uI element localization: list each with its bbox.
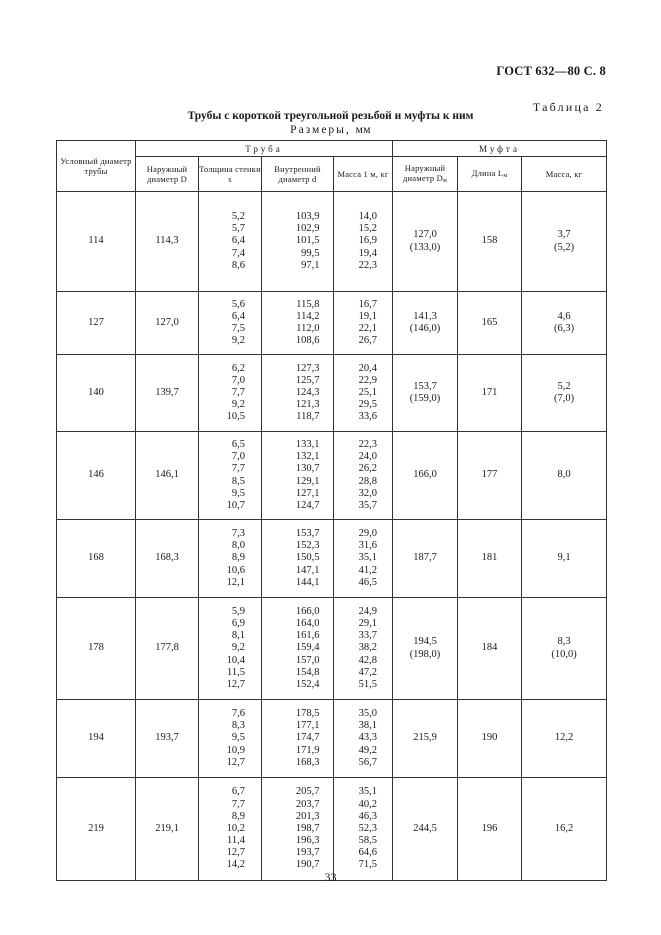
table-row (57, 192, 607, 292)
subtitle-text: Размеры, (290, 124, 351, 136)
cell-inner-diameter-value: 153,7 (295, 528, 320, 540)
cell-coupling-length: 177 (458, 432, 522, 520)
cell-wall-thickness-value: 10,9 (226, 744, 245, 756)
cell-mass-per-meter-value: 38,1 (358, 720, 377, 732)
cell-nominal-diameter: 168 (57, 520, 136, 598)
cell-mass-per-meter-value: 51,5 (358, 678, 377, 690)
document-header: ГОСТ 632—80 С. 8 (496, 64, 606, 78)
cell-inner-diameter-value: 125,7 (295, 374, 320, 386)
cell-coupling-mass-value: (7,0) (553, 393, 575, 404)
coupling-outer-subscript: м (442, 177, 447, 184)
cell-coupling-outer-diameter-value: (198,0) (409, 648, 441, 660)
cell-nominal-diameter: 114 (57, 192, 136, 292)
cell-wall-thickness (199, 432, 262, 520)
cell-inner-diameter-value: 133,1 (295, 438, 320, 450)
cell-wall-thickness-value: 5,9 (231, 605, 245, 617)
cell-coupling-outer-diameter (393, 520, 458, 598)
cell-inner-diameter-value: 118,7 (296, 411, 320, 423)
cell-mass-per-meter (334, 778, 393, 881)
cell-wall-thickness-value: 8,9 (231, 810, 245, 822)
cell-inner-diameter-value: 164,0 (295, 618, 320, 630)
cell-inner-diameter (262, 778, 334, 881)
cell-coupling-outer-diameter-value: (146,0) (409, 323, 441, 334)
cell-mass-per-meter-value: 40,2 (358, 798, 377, 810)
cell-coupling-outer-diameter (393, 598, 458, 700)
cell-mass-per-meter-value: 31,6 (358, 540, 377, 552)
header-coupling-group: Муфта (393, 141, 607, 157)
cell-inner-diameter-value: 127,3 (295, 362, 320, 374)
cell-wall-thickness-value: 5,2 (231, 211, 245, 223)
cell-mass-per-meter-value: 29,5 (358, 399, 377, 411)
cell-coupling-mass-value: (5,2) (553, 241, 575, 253)
cell-wall-thickness-value: 6,7 (231, 786, 245, 798)
cell-inner-diameter-value: 124,3 (295, 386, 320, 398)
cell-wall-thickness-value: 11,5 (227, 666, 245, 678)
cell-inner-diameter-value: 124,7 (295, 499, 320, 511)
cell-wall-thickness (199, 520, 262, 598)
cell-mass-per-meter-value: 32,0 (358, 487, 377, 499)
cell-wall-thickness-value: 8,0 (231, 540, 245, 552)
cell-coupling-mass-value: 8,0 (557, 469, 571, 481)
cell-wall-thickness-value: 6,5 (231, 438, 245, 450)
cell-inner-diameter-value: 154,8 (295, 666, 320, 678)
cell-mass-per-meter-value: 16,9 (358, 235, 377, 247)
cell-coupling-length: 158 (458, 192, 522, 292)
cell-coupling-mass-value: 8,3 (557, 636, 571, 648)
cell-inner-diameter-value: 114,2 (296, 310, 320, 322)
cell-wall-thickness-value: 11,4 (227, 835, 245, 847)
cell-coupling-mass (522, 700, 607, 778)
cell-mass-per-meter-value: 14,0 (358, 211, 377, 223)
table-body (57, 192, 607, 881)
cell-wall-thickness-value: 10,6 (226, 564, 245, 576)
table-row (57, 598, 607, 700)
cell-mass-per-meter-value: 20,4 (358, 362, 377, 374)
cell-wall-thickness-value: 6,2 (231, 362, 245, 374)
cell-inner-diameter-value: 103,9 (295, 211, 320, 223)
cell-wall-thickness-value: 10,7 (226, 499, 245, 511)
cell-outer-diameter: 168,3 (136, 520, 199, 598)
cell-inner-diameter-value: 97,1 (301, 259, 320, 271)
cell-mass-per-meter-value: 15,2 (358, 223, 377, 235)
cell-mass-per-meter-value: 16,7 (358, 298, 377, 310)
cell-mass-per-meter-value: 41,2 (358, 564, 377, 576)
cell-mass-per-meter-value: 47,2 (358, 666, 377, 678)
cell-coupling-mass-value: 12,2 (554, 732, 574, 744)
cell-mass-per-meter (334, 598, 393, 700)
cell-coupling-outer-diameter (393, 192, 458, 292)
cell-inner-diameter-value: 177,1 (295, 720, 320, 732)
cell-mass-per-meter-value: 22,3 (358, 259, 377, 271)
cell-wall-thickness-value: 7,7 (231, 798, 245, 810)
cell-wall-thickness-value: 8,5 (231, 475, 245, 487)
cell-coupling-outer-diameter (393, 355, 458, 432)
cell-nominal-diameter: 219 (57, 778, 136, 881)
cell-coupling-length: 196 (458, 778, 522, 881)
cell-wall-thickness-value: 6,9 (231, 618, 245, 630)
cell-mass-per-meter-value: 35,1 (358, 552, 377, 564)
cell-mass-per-meter (334, 700, 393, 778)
cell-mass-per-meter (334, 355, 393, 432)
cell-wall-thickness (199, 292, 262, 355)
cell-inner-diameter-value: 102,9 (295, 223, 320, 235)
cell-inner-diameter (262, 432, 334, 520)
cell-inner-diameter-value: 190,7 (295, 859, 320, 871)
cell-wall-thickness-value: 9,2 (231, 335, 245, 347)
header-wall-thickness: Толщина стенки s (199, 157, 262, 192)
cell-outer-diameter: 127,0 (136, 292, 199, 355)
page-number: 33 (324, 870, 337, 884)
cell-wall-thickness (199, 355, 262, 432)
cell-coupling-outer-diameter-value: 166,0 (413, 469, 437, 481)
cell-wall-thickness-value: 5,7 (231, 223, 245, 235)
cell-coupling-outer-diameter-value: (159,0) (409, 393, 441, 404)
cell-coupling-mass (522, 520, 607, 598)
cell-mass-per-meter-value: 19,1 (358, 310, 377, 322)
cell-coupling-length: 184 (458, 598, 522, 700)
header-coupling-mass: Масса, кг (522, 157, 607, 192)
cell-outer-diameter: 114,3 (136, 192, 199, 292)
cell-coupling-outer-diameter-value: 215,9 (413, 732, 437, 744)
table-label: Таблица 2 (532, 100, 604, 114)
cell-coupling-mass (522, 192, 607, 292)
cell-inner-diameter-value: 147,1 (295, 564, 320, 576)
cell-coupling-mass-value: (6,3) (553, 323, 575, 334)
cell-inner-diameter-value: 178,5 (295, 708, 320, 720)
cell-inner-diameter-value: 171,9 (295, 744, 320, 756)
cell-mass-per-meter-value: 52,3 (358, 822, 377, 834)
cell-inner-diameter (262, 598, 334, 700)
cell-wall-thickness-value: 6,4 (231, 235, 245, 247)
cell-coupling-mass-value: 16,2 (554, 822, 574, 834)
cell-wall-thickness-value: 12,7 (226, 756, 245, 768)
cell-inner-diameter-value: 132,1 (295, 451, 320, 463)
cell-mass-per-meter-value: 29,1 (358, 618, 377, 630)
table-title: Трубы с короткой треугольной резьбой и муфты к ним (187, 110, 474, 122)
cell-outer-diameter: 193,7 (136, 700, 199, 778)
cell-inner-diameter-value: 201,3 (295, 810, 320, 822)
cell-inner-diameter-value: 108,6 (295, 335, 320, 347)
cell-mass-per-meter-value: 38,2 (358, 642, 377, 654)
cell-coupling-mass-value: 5,2 (557, 380, 571, 392)
cell-inner-diameter-value: 99,5 (301, 247, 320, 259)
subtitle-unit: мм (355, 124, 371, 136)
cell-coupling-mass-value: (10,0) (551, 648, 577, 660)
cell-inner-diameter-value: 129,1 (295, 475, 320, 487)
table-row (57, 355, 607, 432)
cell-wall-thickness-value: 7,0 (231, 374, 245, 386)
cell-coupling-outer-diameter-value: 187,7 (413, 552, 437, 564)
header-mass-per-meter: Масса 1 м, кг (334, 157, 393, 192)
cell-coupling-outer-diameter (393, 292, 458, 355)
cell-inner-diameter (262, 292, 334, 355)
cell-coupling-length: 171 (458, 355, 522, 432)
cell-wall-thickness-value: 6,4 (231, 310, 245, 322)
header-coupling-outer-diameter (393, 157, 458, 192)
cell-mass-per-meter-value: 64,6 (358, 847, 377, 859)
cell-mass-per-meter-value: 26,7 (358, 335, 377, 347)
cell-wall-thickness-value: 9,5 (231, 732, 245, 744)
cell-mass-per-meter-value: 22,9 (358, 374, 377, 386)
cell-wall-thickness-value: 5,6 (231, 298, 245, 310)
cell-wall-thickness (199, 778, 262, 881)
coupling-outer-label: Наружный диаметр D (403, 162, 446, 183)
pipe-coupling-table (56, 140, 607, 881)
cell-inner-diameter-value: 203,7 (295, 798, 320, 810)
header-outer-diameter: Наружный диаметр D (136, 157, 199, 192)
cell-wall-thickness-value: 8,1 (231, 630, 245, 642)
cell-inner-diameter-value: 157,0 (295, 654, 320, 666)
cell-inner-diameter-value: 150,5 (295, 552, 320, 564)
cell-inner-diameter-value: 130,7 (295, 463, 320, 475)
cell-inner-diameter-value: 121,3 (295, 399, 320, 411)
cell-wall-thickness-value: 7,5 (231, 323, 245, 334)
cell-mass-per-meter (334, 520, 393, 598)
header-coupling-length (458, 157, 522, 192)
cell-nominal-diameter: 146 (57, 432, 136, 520)
cell-wall-thickness-value: 8,9 (231, 552, 245, 564)
cell-inner-diameter-value: 159,4 (295, 642, 320, 654)
cell-mass-per-meter-value: 35,0 (358, 708, 377, 720)
cell-inner-diameter-value: 205,7 (295, 786, 320, 798)
cell-coupling-mass (522, 598, 607, 700)
cell-wall-thickness-value: 9,2 (231, 399, 245, 411)
cell-coupling-outer-diameter-value: 244,5 (413, 822, 437, 834)
cell-wall-thickness-value: 8,6 (231, 259, 245, 271)
cell-mass-per-meter (334, 292, 393, 355)
cell-nominal-diameter: 127 (57, 292, 136, 355)
cell-inner-diameter (262, 700, 334, 778)
cell-coupling-outer-diameter (393, 778, 458, 881)
header-nominal-diameter: Условный диаметр трубы (57, 141, 136, 192)
cell-mass-per-meter-value: 46,5 (358, 576, 377, 588)
cell-wall-thickness-value: 10,5 (226, 411, 245, 423)
cell-inner-diameter-value: 161,6 (295, 630, 320, 642)
cell-coupling-outer-diameter-value: 127,0 (413, 229, 437, 241)
cell-inner-diameter (262, 192, 334, 292)
table-row (57, 520, 607, 598)
cell-mass-per-meter (334, 192, 393, 292)
cell-inner-diameter-value: 101,5 (295, 235, 320, 247)
cell-mass-per-meter-value: 24,9 (358, 605, 377, 617)
cell-inner-diameter (262, 355, 334, 432)
cell-coupling-length: 165 (458, 292, 522, 355)
cell-coupling-mass (522, 355, 607, 432)
cell-coupling-outer-diameter-value: 153,7 (413, 380, 437, 392)
table-subtitle (0, 124, 661, 136)
cell-wall-thickness-value: 7,0 (231, 451, 245, 463)
cell-wall-thickness-value: 12,7 (226, 678, 245, 690)
cell-inner-diameter-value: 152,3 (295, 540, 320, 552)
cell-mass-per-meter-value: 26,2 (358, 463, 377, 475)
table-row (57, 432, 607, 520)
cell-inner-diameter-value: 196,3 (295, 835, 320, 847)
cell-wall-thickness-value: 7,7 (231, 386, 245, 398)
cell-wall-thickness-value: 8,3 (231, 720, 245, 732)
cell-inner-diameter-value: 168,3 (295, 756, 320, 768)
cell-nominal-diameter: 194 (57, 700, 136, 778)
cell-mass-per-meter-value: 43,3 (358, 732, 377, 744)
cell-wall-thickness-value: 10,4 (226, 654, 245, 666)
cell-wall-thickness-value: 12,1 (226, 576, 245, 588)
cell-mass-per-meter-value: 58,5 (358, 835, 377, 847)
cell-mass-per-meter-value: 56,7 (358, 756, 377, 768)
cell-mass-per-meter-value: 24,0 (358, 451, 377, 463)
cell-coupling-outer-diameter (393, 700, 458, 778)
cell-coupling-outer-diameter-value: 194,5 (413, 636, 437, 648)
cell-inner-diameter-value: 112,0 (296, 323, 320, 334)
cell-inner-diameter-value: 166,0 (295, 605, 320, 617)
cell-mass-per-meter-value: 19,4 (358, 247, 377, 259)
cell-wall-thickness (199, 700, 262, 778)
cell-nominal-diameter: 178 (57, 598, 136, 700)
header-inner-diameter: Внутренний диаметр d (262, 157, 334, 192)
cell-coupling-outer-diameter-value: (133,0) (409, 241, 441, 253)
cell-wall-thickness-value: 10,2 (226, 822, 245, 834)
cell-mass-per-meter-value: 42,8 (358, 654, 377, 666)
cell-mass-per-meter-value: 29,0 (358, 528, 377, 540)
cell-coupling-length: 190 (458, 700, 522, 778)
cell-inner-diameter (262, 520, 334, 598)
cell-coupling-length: 181 (458, 520, 522, 598)
cell-wall-thickness-value: 9,5 (231, 487, 245, 499)
cell-wall-thickness (199, 192, 262, 292)
cell-inner-diameter-value: 193,7 (295, 847, 320, 859)
cell-coupling-mass-value: 9,1 (557, 552, 571, 564)
cell-mass-per-meter-value: 22,3 (358, 438, 377, 450)
cell-inner-diameter-value: 144,1 (295, 576, 320, 588)
cell-inner-diameter-value: 174,7 (295, 732, 320, 744)
cell-wall-thickness-value: 7,7 (231, 463, 245, 475)
cell-mass-per-meter (334, 432, 393, 520)
cell-mass-per-meter-value: 49,2 (358, 744, 377, 756)
cell-wall-thickness (199, 598, 262, 700)
cell-wall-thickness-value: 7,4 (231, 247, 245, 259)
cell-coupling-mass (522, 778, 607, 881)
table-row (57, 700, 607, 778)
cell-coupling-outer-diameter-value: 141,3 (413, 310, 437, 322)
cell-wall-thickness-value: 7,6 (231, 708, 245, 720)
cell-coupling-mass (522, 292, 607, 355)
cell-wall-thickness-value: 14,2 (226, 859, 245, 871)
cell-inner-diameter-value: 198,7 (295, 822, 320, 834)
cell-coupling-mass-value: 4,6 (557, 310, 571, 322)
cell-outer-diameter: 177,8 (136, 598, 199, 700)
cell-mass-per-meter-value: 71,5 (358, 859, 377, 871)
cell-inner-diameter-value: 127,1 (295, 487, 320, 499)
cell-coupling-mass (522, 432, 607, 520)
cell-mass-per-meter-value: 28,8 (358, 475, 377, 487)
cell-coupling-mass-value: 3,7 (557, 229, 571, 241)
cell-wall-thickness-value: 7,3 (231, 528, 245, 540)
cell-wall-thickness-value: 12,7 (226, 847, 245, 859)
cell-wall-thickness-value: 9,2 (231, 642, 245, 654)
coupling-length-label: Длина L (471, 167, 504, 178)
cell-outer-diameter: 146,1 (136, 432, 199, 520)
cell-mass-per-meter-value: 33,7 (358, 630, 377, 642)
header-pipe-group: Труба (136, 141, 393, 157)
table-row (57, 778, 607, 881)
cell-mass-per-meter-value: 22,1 (358, 323, 377, 334)
cell-inner-diameter-value: 152,4 (295, 678, 320, 690)
cell-inner-diameter-value: 115,8 (296, 298, 320, 310)
cell-mass-per-meter-value: 35,1 (358, 786, 377, 798)
cell-outer-diameter: 219,1 (136, 778, 199, 881)
table-row (57, 292, 607, 355)
cell-outer-diameter: 139,7 (136, 355, 199, 432)
cell-nominal-diameter: 140 (57, 355, 136, 432)
cell-coupling-outer-diameter (393, 432, 458, 520)
cell-mass-per-meter-value: 35,7 (358, 499, 377, 511)
cell-mass-per-meter-value: 46,3 (358, 810, 377, 822)
cell-mass-per-meter-value: 25,1 (358, 386, 377, 398)
cell-mass-per-meter-value: 33,6 (358, 411, 377, 423)
coupling-length-subscript: м (503, 172, 508, 179)
